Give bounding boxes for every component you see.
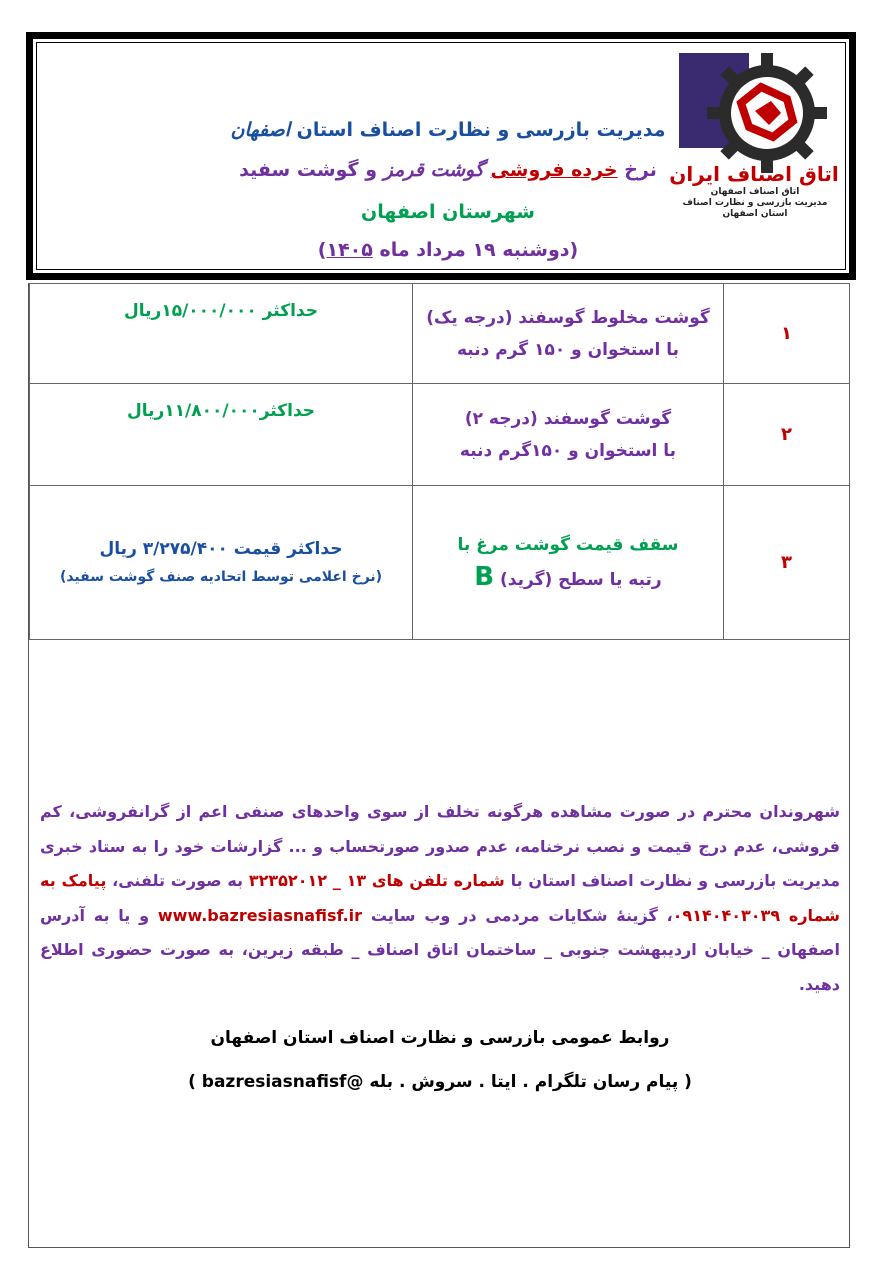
header-city: شهرستان اصفهان bbox=[361, 201, 535, 223]
table-row bbox=[30, 284, 850, 384]
header-date: (دوشنبه ۱۹ مرداد ماه ۱۴۰۵) bbox=[317, 239, 579, 261]
price-table bbox=[29, 283, 850, 640]
row-price: حداکثر ۱۵/۰۰۰/۰۰۰ریال bbox=[30, 284, 413, 384]
header-title-line1: مدیریت بازرسی و نظارت اصناف استان اصفهان bbox=[230, 119, 666, 141]
table-row bbox=[30, 486, 850, 640]
row-number: ۱ bbox=[724, 284, 850, 384]
website-link[interactable]: www.bazresiasnafisf.ir bbox=[157, 905, 363, 925]
header-title-line2: نرخ خرده فروشی گوشت قرمز و گوشت سفید bbox=[239, 159, 657, 181]
footer-messengers: ( پیام رسان تلگرام . ایتا . سروش . بله @bazresiasnafisf ) bbox=[188, 1072, 692, 1092]
table-row bbox=[30, 384, 850, 486]
logo-title: اتاق اصناف ایران bbox=[669, 162, 839, 186]
logo-caption: اتاق اصناف اصفهان مدیریت بازرسی و نظارت اصناف استان اصفهان bbox=[682, 187, 828, 219]
row-number: ۲ bbox=[724, 384, 850, 486]
row-price: حداکثر۱۱/۸۰۰/۰۰۰ریال bbox=[30, 384, 413, 486]
header-box bbox=[26, 32, 856, 280]
row-price: حداکثر قیمت ۳/۲۷۵/۴۰۰ ریال (نرخ اعلامی توسط اتحادیه صنف گوشت سفید) bbox=[30, 486, 413, 640]
row-item: گوشت مخلوط گوسفند (درجه یک) با استخوان و ۱۵۰ گرم دنبه bbox=[413, 284, 724, 384]
row-number: ۳ bbox=[724, 486, 850, 640]
complaint-notice: شهروندان محترم در صورت مشاهده هرگونه تخلف از سوی واحدهای صنفی اعم از گرانفروشی، کم فروشی، عدم درج قیمت و نصب نرخنامه، عدم صدور صورتحساب و ... گزارشات خود را به ستاد خبری مدیریت بازرسی و نظارت اصناف استان با شماره تلفن های ۱۳ _ ۳۲۳۵۲۰۱۲ به صورت تلفنی، پیامک به شماره ۰۹۱۴۰۴۰۳۰۳۹، گزینهٔ شکایات مردمی در وب سایت www.bazresiasnafisf.ir و یا به آدرس اصفهان _ خیابان اردیبهشت جنوبی _ ساختمان اتاق اصناف _ طبقه زیرین، به صورت حضوری اطلاع دهید. bbox=[40, 802, 841, 994]
row-item: گوشت گوسفند (درجه ۲) با استخوان و ۱۵۰گرم دنبه bbox=[413, 384, 724, 486]
footer-public-relations: روابط عمومی بازرسی و نظارت اصناف استان اصفهان bbox=[210, 1028, 670, 1048]
row-price-note: (نرخ اعلامی توسط اتحادیه صنف گوشت سفید) bbox=[59, 568, 383, 585]
row-item: سقف قیمت گوشت مرغ با رتبه یا سطح (گرید) B bbox=[413, 486, 724, 640]
